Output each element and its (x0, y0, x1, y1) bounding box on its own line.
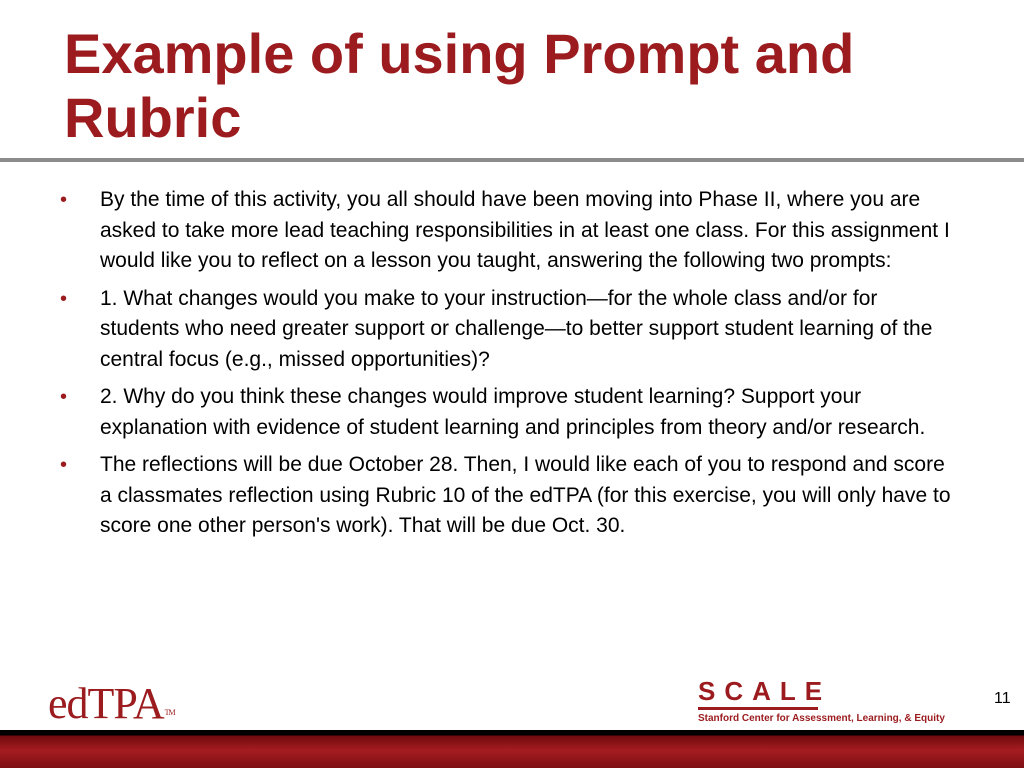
bullet-text: By the time of this activity, you all should have been moving into Phase II, where you are asked to take more lead teaching responsibilities in at least one class. For this assignment I would like you to reflect on a lesson you taught, answering the following two prompts: (100, 188, 950, 272)
page-number: 11 (994, 690, 1011, 707)
bullet-text: 1. What changes would you make to your instruction—for the whole class and/or for students who need greater support or challenge—to better support student learning of the central focus (e.g., missed opportunities)? (100, 286, 933, 371)
slide-title: Example of using Prompt and Rubric (64, 22, 855, 149)
bullet-item (60, 450, 960, 542)
trademark-mark: TM (164, 708, 175, 717)
bullet-icon: • (60, 386, 68, 408)
bullet-item (60, 382, 960, 443)
bullet-item (60, 185, 960, 277)
bullet-text: 2. Why do you think these changes would improve student learning? Support your explanation with evidence of student learning and principles from theory and/or research. (100, 385, 926, 439)
scale-underline (698, 707, 818, 710)
bullet-text: The reflections will be due October 28. Then, I would like each of you to respond and score a classmates reflection using Rubric 10 of the edTPA (for this exercise, you will only have to score one other person's work). That will be due Oct. 30. (100, 453, 951, 537)
scale-logo (698, 676, 998, 724)
title-divider (0, 158, 1024, 162)
scale-wordmark: SCALE (698, 676, 832, 706)
bullet-icon: • (60, 189, 68, 211)
bullet-icon: • (60, 454, 68, 476)
scale-subtitle: Stanford Center for Assessment, Learning, & Equity (698, 713, 945, 724)
footer-bar (0, 730, 1024, 768)
bullet-item (60, 284, 960, 376)
bullet-list (60, 185, 960, 549)
edtpa-logo (48, 678, 175, 729)
edtpa-logo-text: edTPA (48, 679, 164, 728)
bullet-icon: • (60, 287, 68, 310)
